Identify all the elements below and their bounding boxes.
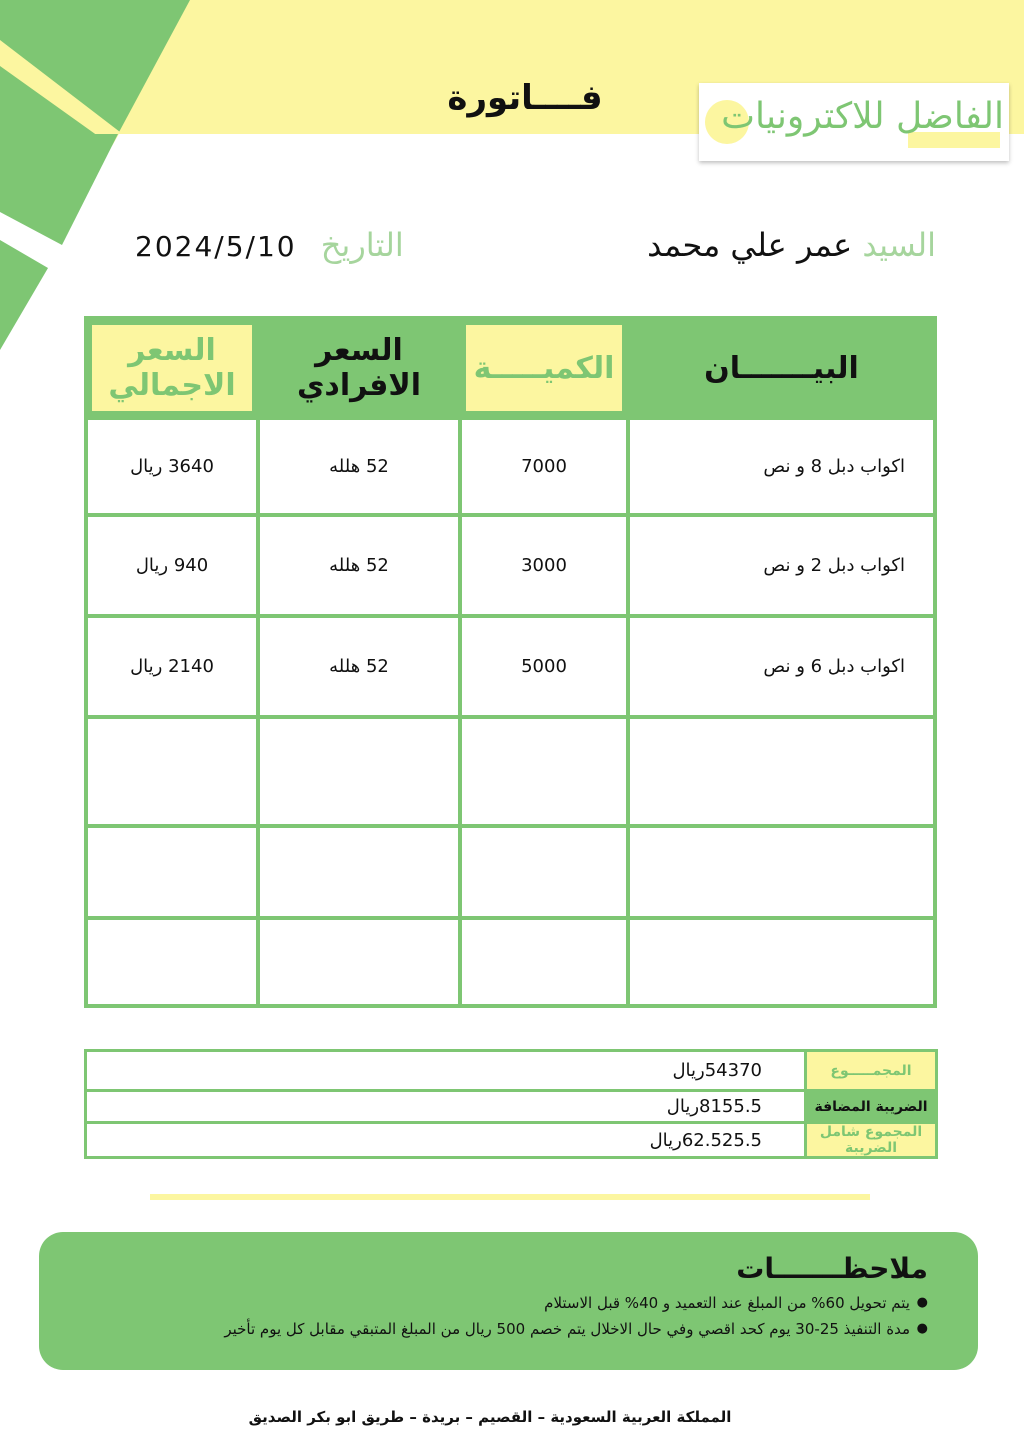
notes-list: [224, 1290, 928, 1342]
date-value: 2024/5/10: [135, 230, 297, 263]
subtotal-cell: [86, 1051, 806, 1091]
table-row-empty: [86, 717, 935, 826]
table-row: [86, 515, 935, 616]
grand-total-value: 62.525.5: [681, 1129, 762, 1151]
tax-label: الضريبة المضافة: [806, 1091, 937, 1123]
cell-unit-price: 52 هلله: [258, 515, 460, 616]
date-line: [135, 226, 404, 264]
cell-total: 3640 ريال: [86, 418, 258, 515]
grand-total-cell: [86, 1123, 806, 1158]
cell-unit-price: 52 هلله: [258, 418, 460, 515]
corner-decoration: [0, 0, 200, 360]
cell-description: اكواب دبل 2 و نص: [628, 515, 935, 616]
notes-panel: [39, 1232, 978, 1370]
column-header-unit-price: السعر الافرادي: [258, 318, 460, 418]
customer-label: السيد: [862, 226, 936, 264]
divider-line: [150, 1194, 870, 1200]
cell-quantity: 5000: [460, 616, 628, 717]
footer-address: المملكة العربية السعودية – القصيم – بريدة – طريق ابو بكر الصديق: [248, 1408, 732, 1426]
customer-name: عمر علي محمد: [647, 226, 853, 264]
cell-unit-price: 52 هلله: [258, 616, 460, 717]
cell-total: 940 ريال: [86, 515, 258, 616]
note-item: ● يتم تحويل 60% من المبلغ عند التعميد و 40% قبل الاستلام: [224, 1290, 928, 1316]
grand-total-label: المجموع شامل الضريبة: [806, 1123, 937, 1158]
notes-title: ملاحظـــــــات: [736, 1252, 928, 1285]
column-header-quantity: الكميـــــة: [460, 318, 628, 418]
customer-line: [647, 226, 936, 264]
table-row-empty: [86, 918, 935, 1006]
tax-cell: [86, 1091, 806, 1123]
note-item: ● مدة التنفيذ 25-30 يوم كحد اقصي وفي حال الاخلال يتم خصم 500 ريال من المبلغ المتبقي مقابل كل يوم تأخير: [224, 1316, 928, 1342]
subtotal-currency: ريال: [672, 1060, 705, 1081]
subtotal-label: المجمـــــوع: [806, 1051, 937, 1091]
column-header-description: البيـــــــان: [628, 318, 935, 418]
cell-quantity: 7000: [460, 418, 628, 515]
cell-description: اكواب دبل 8 و نص: [628, 418, 935, 515]
grand-total-row: [86, 1123, 937, 1158]
subtotal-row: [86, 1051, 937, 1091]
column-header-total: السعر الاجمالي: [86, 318, 258, 418]
cell-description: اكواب دبل 6 و نص: [628, 616, 935, 717]
invoice-title: فــــاتورة: [447, 78, 603, 118]
tax-currency: ريال: [666, 1096, 700, 1117]
table-row-empty: [86, 826, 935, 918]
tax-row: [86, 1091, 937, 1123]
table-row: [86, 616, 935, 717]
table-header-row: [86, 318, 935, 418]
cell-total: 2140 ريال: [86, 616, 258, 717]
invoice-table: [84, 316, 937, 1008]
grand-total-currency: ريال: [649, 1129, 682, 1151]
totals-table: [84, 1049, 938, 1159]
tax-value: 8155.5: [699, 1096, 762, 1117]
date-label: التاريخ: [320, 226, 404, 264]
table-row: [86, 418, 935, 515]
cell-quantity: 3000: [460, 515, 628, 616]
subtotal-value: 54370: [704, 1060, 762, 1081]
company-name: الفاضل للاكترونيات: [721, 96, 1004, 137]
